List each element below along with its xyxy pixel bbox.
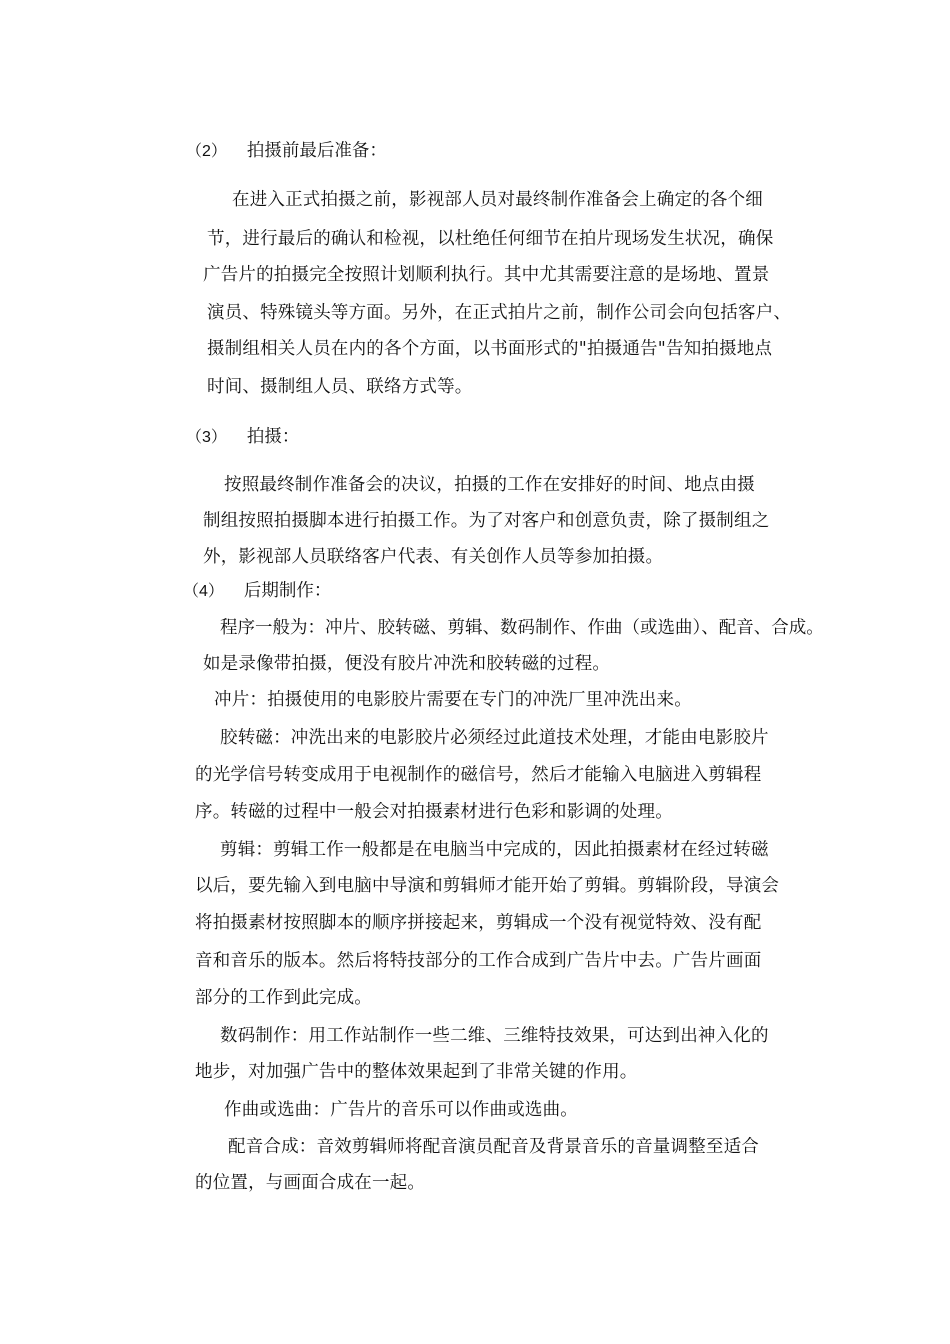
section-4-heading: [183, 580, 331, 603]
section-4-line: 序。转磁的过程中一般会对拍摄素材进行色彩和影调的处理。: [195, 802, 673, 822]
section-4-number: （4）: [183, 583, 224, 600]
section-4-line: 数码制作：用工作站制作一些二维、三维特技效果，可达到出神入化的: [220, 1026, 769, 1046]
section-4-line: 如是录像带拍摄，便没有胶片冲洗和胶转磁的过程。: [203, 654, 611, 674]
section-4-line: 地步，对加强广告中的整体效果起到了非常关键的作用。: [195, 1062, 638, 1082]
section-2-number: （2）: [186, 143, 227, 160]
section-2-line: 在进入正式拍摄之前，影视部人员对最终制作准备会上确定的各个细: [232, 190, 763, 210]
section-4-line: 程序一般为：冲片、胶转磁、剪辑、数码制作、作曲（或选曲）、配音、合成。: [220, 618, 824, 638]
section-3-title: 拍摄：: [246, 427, 300, 447]
section-4-line: 冲片：拍摄使用的电影胶片需要在专门的冲洗厂里冲洗出来。: [214, 690, 692, 710]
section-2-line: 摄制组相关人员在内的各个方面，以书面形式的"拍摄通告"告知拍摄地点: [207, 339, 773, 359]
section-4-line: 配音合成：音效剪辑师将配音演员配音及背景音乐的音量调整至适合: [228, 1137, 759, 1157]
section-3-line: 按照最终制作准备会的决议，拍摄的工作在安排好的时间、地点由摄: [224, 475, 755, 495]
section-2-line: 时间、摄制组人员、联络方式等。: [207, 377, 473, 397]
section-2-line: 广告片的拍摄完全按照计划顺利执行。其中尤其需要注意的是场地、置景: [203, 265, 770, 285]
section-3-heading: [186, 426, 299, 449]
section-3-line: 制组按照拍摄脚本进行拍摄工作。为了对客户和创意负责，除了摄制组之: [203, 511, 770, 531]
section-2-heading: [186, 140, 387, 163]
section-4-line: 作曲或选曲：广告片的音乐可以作曲或选曲。: [224, 1100, 578, 1120]
section-4-line: 剪辑：剪辑工作一般都是在电脑当中完成的，因此拍摄素材在经过转磁: [220, 840, 769, 860]
section-4-line: 部分的工作到此完成。: [195, 988, 372, 1008]
section-4-line: 将拍摄素材按照脚本的顺序拼接起来，剪辑成一个没有视觉特效、没有配: [195, 913, 762, 933]
section-3-line: 外，影视部人员联络客户代表、有关创作人员等参加拍摄。: [203, 547, 664, 567]
section-2-line: 节，进行最后的确认和检视，以杜绝任何细节在拍片现场发生状况，确保: [207, 229, 774, 249]
section-2-title: 拍摄前最后准备：: [246, 141, 387, 161]
section-4-line: 胶转磁：冲洗出来的电影胶片必须经过此道技术处理，才能由电影胶片: [220, 728, 769, 748]
section-4-title: 后期制作：: [243, 581, 332, 601]
section-4-line: 的位置，与画面合成在一起。: [195, 1173, 426, 1193]
section-4-line: 音和音乐的版本。然后将特技部分的工作合成到广告片中去。广告片画面: [195, 951, 762, 971]
section-4-line: 的光学信号转变成用于电视制作的磁信号，然后才能输入电脑进入剪辑程: [195, 765, 762, 785]
section-4-line: 以后，要先输入到电脑中导演和剪辑师才能开始了剪辑。剪辑阶段，导演会: [195, 876, 780, 896]
section-2-line: 演员、特殊镜头等方面。另外，在正式拍片之前，制作公司会向包括客户、: [207, 303, 792, 323]
section-3-number: （3）: [186, 429, 227, 446]
